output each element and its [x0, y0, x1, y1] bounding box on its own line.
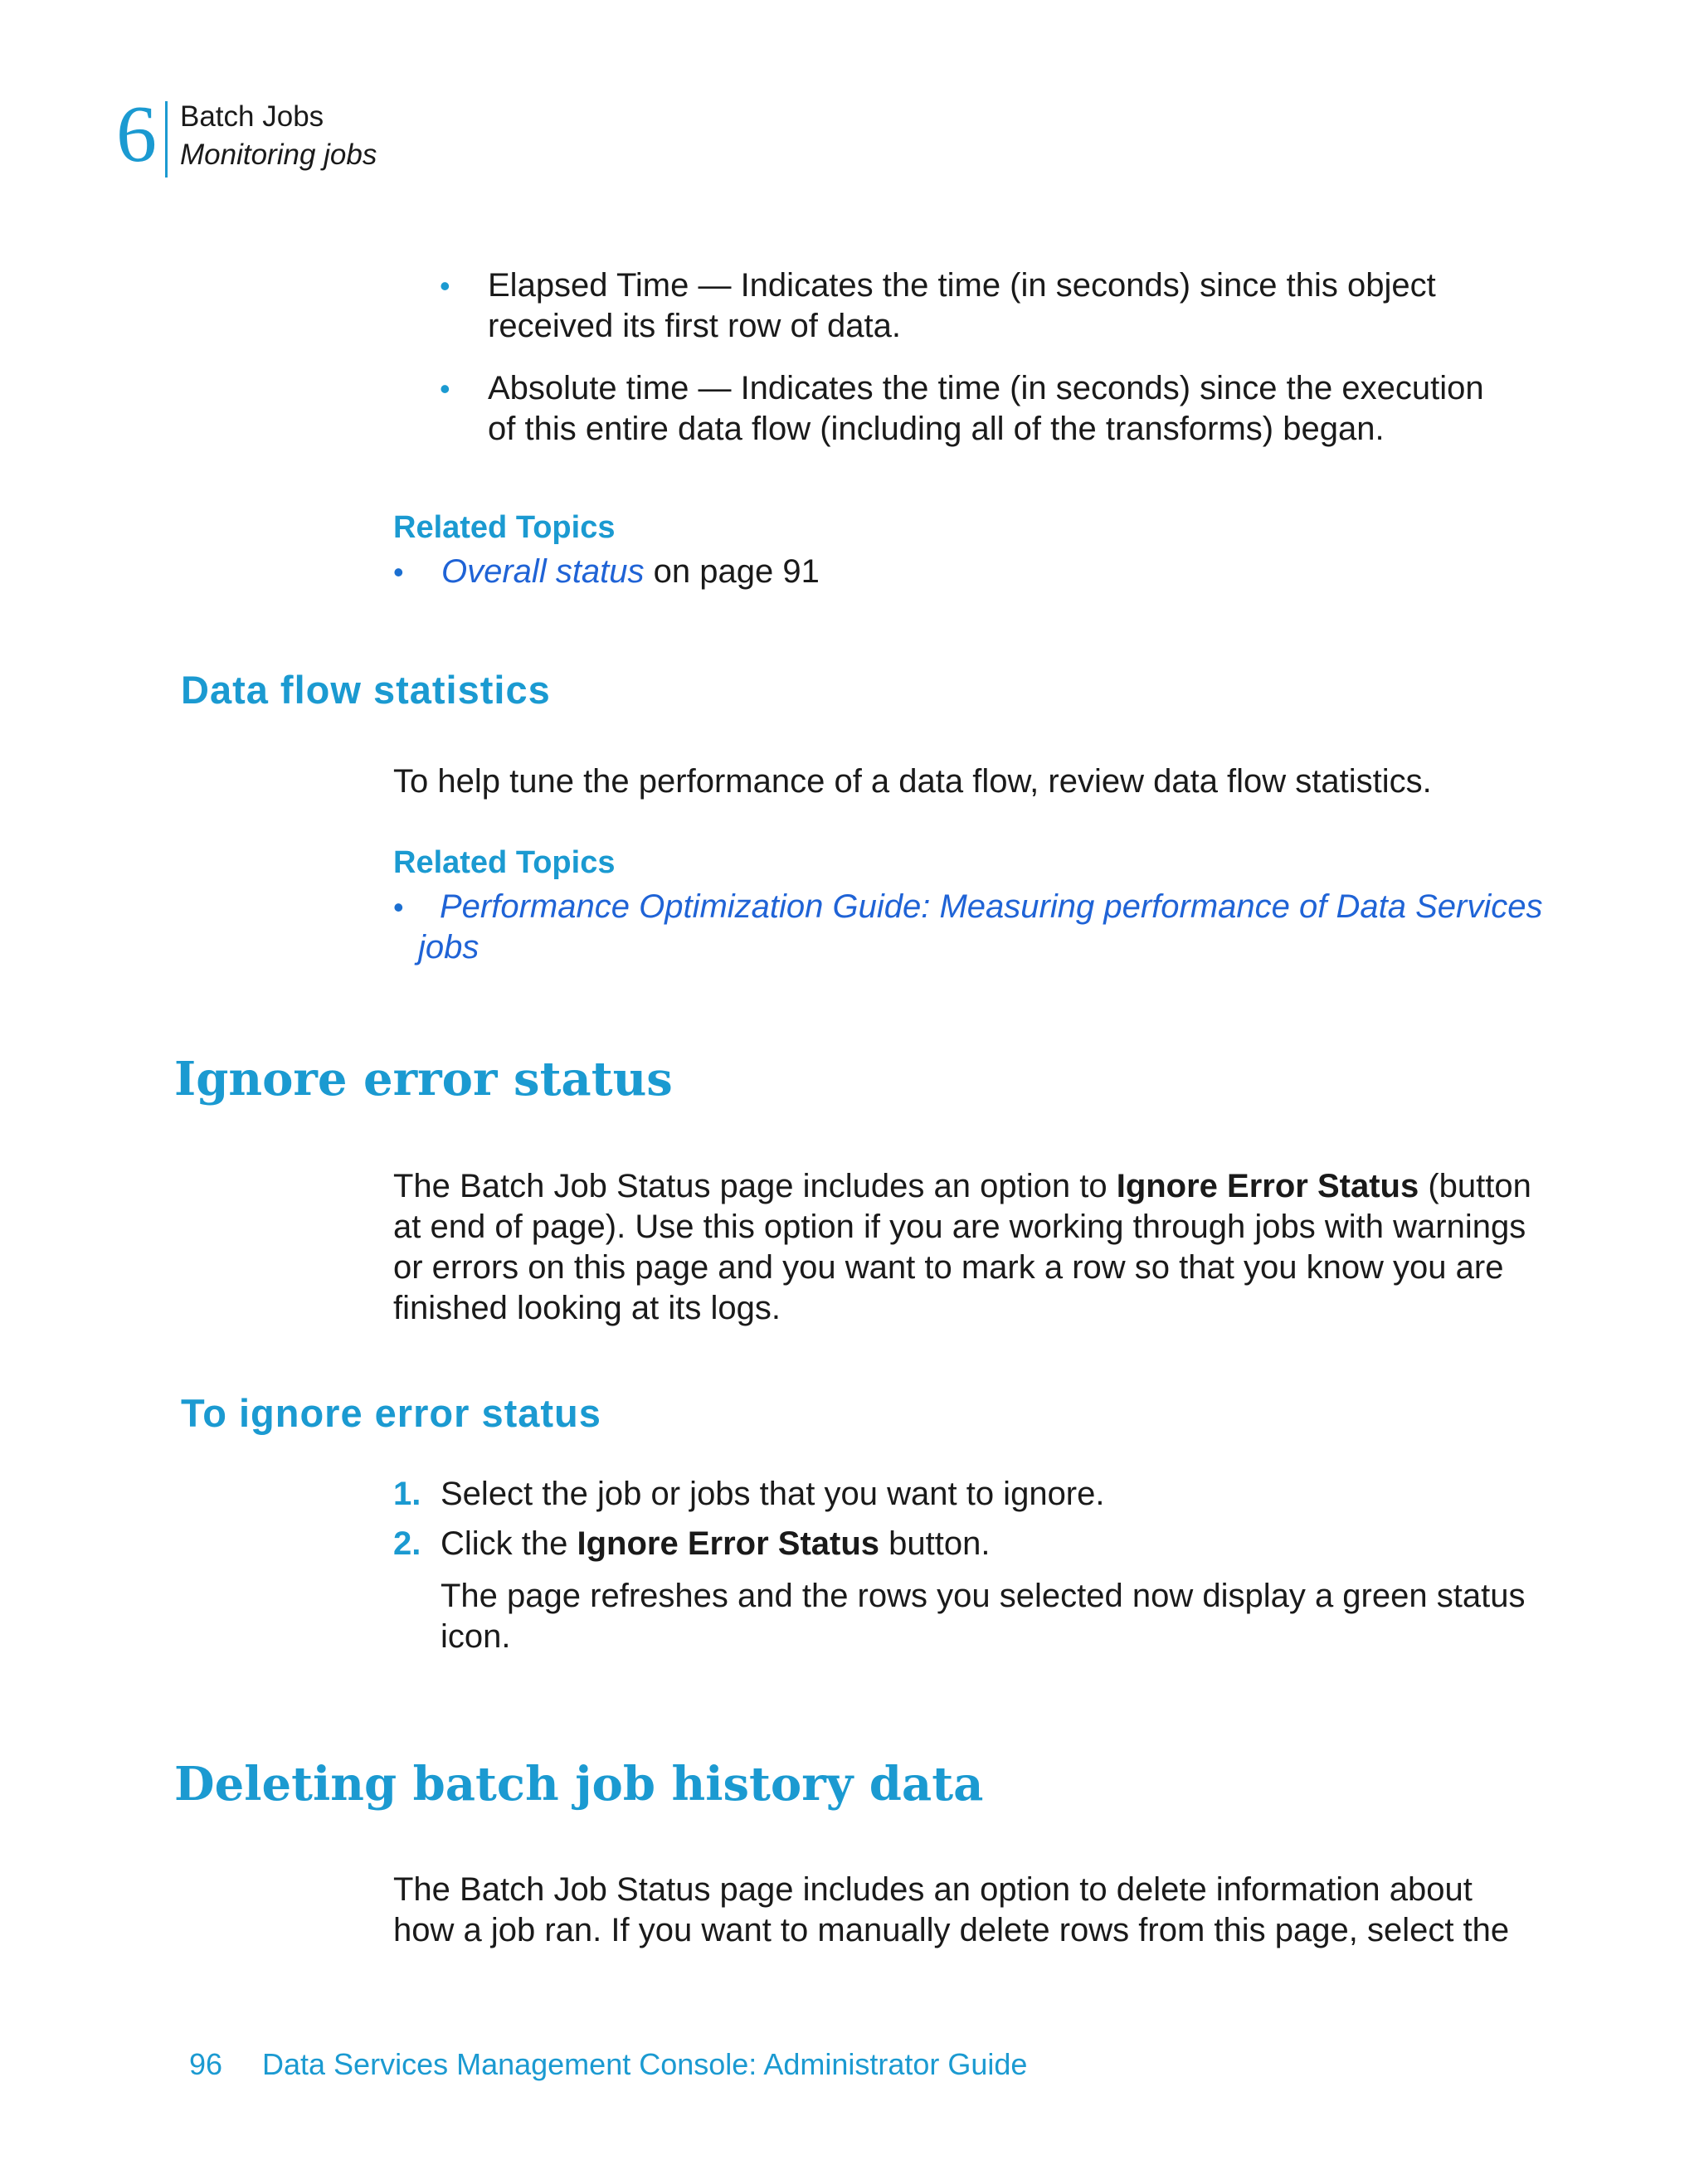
section-title: Monitoring jobs	[180, 139, 377, 171]
text-run: Click the	[441, 1525, 577, 1562]
text-run: (button	[1419, 1168, 1531, 1204]
step-result	[393, 1576, 1555, 1657]
step-text: Select the job or jobs that you want to ignore.	[441, 1476, 1105, 1512]
related-topics-heading: Related Topics	[393, 510, 616, 545]
step	[393, 1524, 1555, 1564]
list-item-line: received its first row of data.	[488, 308, 901, 344]
step-number: 1.	[393, 1476, 421, 1512]
paragraph-line	[393, 1166, 1555, 1207]
bullet-icon: •	[440, 372, 450, 406]
paragraph-line: how a job ran. If you want to manually delete rows from this page, select the	[393, 1912, 1510, 1948]
bullet-icon: •	[440, 269, 450, 303]
page-number: 96	[189, 2047, 223, 2081]
page-footer	[189, 2047, 1027, 2082]
related-topics	[393, 844, 1555, 968]
overall-status-link[interactable]: Overall status	[441, 553, 645, 590]
paragraph	[393, 1870, 1555, 1951]
paragraph-line: The Batch Job Status page includes an option to delete information about	[393, 1871, 1473, 1908]
related-topics	[393, 508, 1472, 592]
list-item	[440, 265, 1518, 347]
paragraph-line: finished looking at its logs.	[393, 1290, 781, 1326]
chapter-number: 6	[116, 90, 157, 179]
procedure-steps	[393, 1474, 1555, 1657]
step	[393, 1474, 1555, 1515]
paragraph-line: The page refreshes and the rows you selected now display a green status	[441, 1578, 1526, 1614]
paragraph-line: icon.	[441, 1618, 511, 1655]
chapter-title: Batch Jobs	[180, 100, 324, 133]
bullet-icon: •	[393, 890, 404, 924]
list-item-line: of this entire data flow (including all of the transforms) began.	[488, 411, 1385, 447]
bullet-icon: •	[393, 555, 404, 589]
paragraph	[393, 1166, 1555, 1329]
related-topic-item	[393, 552, 1472, 592]
performance-guide-link[interactable]: Performance Optimization Guide: Measuring performance of Data Services	[440, 888, 1543, 925]
list-item-line: Absolute time — Indicates the time (in seconds) since the execution	[488, 370, 1484, 406]
bold-term: Ignore Error Status	[577, 1525, 880, 1562]
procedure-heading: To ignore error status	[181, 1391, 601, 1435]
paragraph: To help tune the performance of a data flow, review data flow statistics.	[393, 763, 1432, 800]
chapter-section-heading: Deleting batch job history data	[174, 1757, 984, 1812]
paragraph-line: or errors on this page and you want to mark a row so that you know you are	[393, 1249, 1504, 1286]
text-run: The Batch Job Status page includes an option to	[393, 1168, 1117, 1204]
performance-guide-link-continuation[interactable]: jobs	[418, 929, 480, 966]
step-number: 2.	[393, 1525, 421, 1562]
list-item-line: Elapsed Time — Indicates the time (in seconds) since this object	[488, 267, 1436, 304]
time-definitions-list	[440, 265, 1518, 450]
chapter-section-heading: Ignore error status	[174, 1052, 673, 1107]
text-run: button.	[879, 1525, 991, 1562]
related-topics-heading: Related Topics	[393, 845, 616, 880]
section-heading: Data flow statistics	[181, 668, 551, 712]
paragraph-line: at end of page). Use this option if you are working through jobs with warnings	[393, 1209, 1526, 1245]
book-title: Data Services Management Console: Administrator Guide	[262, 2047, 1028, 2081]
related-topic-item	[393, 887, 1555, 968]
bold-term: Ignore Error Status	[1116, 1168, 1419, 1204]
header-divider	[165, 101, 168, 178]
page-reference: on page 91	[644, 553, 820, 590]
list-item	[440, 368, 1518, 450]
